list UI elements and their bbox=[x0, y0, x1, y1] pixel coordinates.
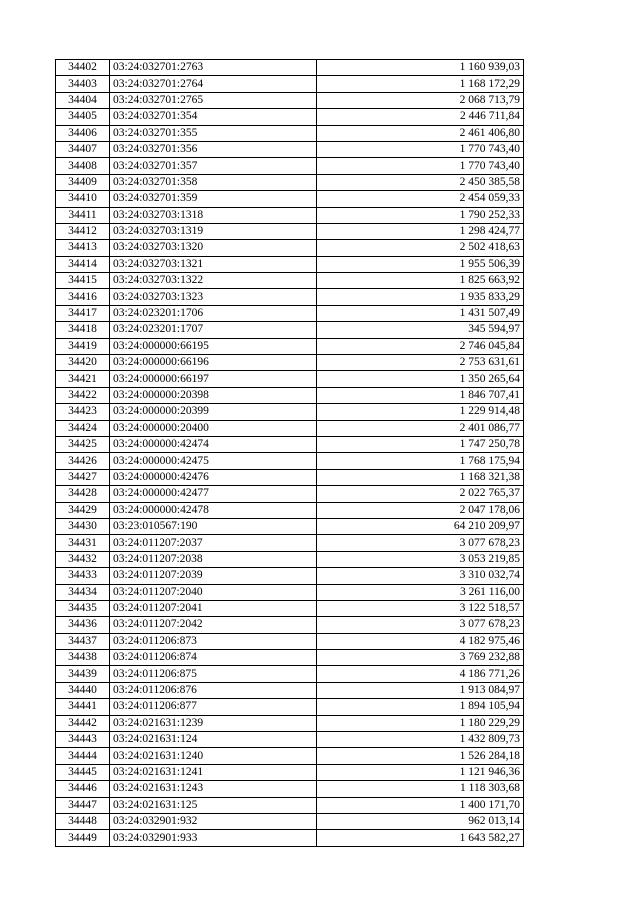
row-number-cell: 34431 bbox=[56, 535, 110, 551]
row-number-cell: 34423 bbox=[56, 404, 110, 420]
row-number-cell: 34402 bbox=[56, 60, 110, 76]
table-row bbox=[56, 76, 524, 92]
row-number-cell: 34442 bbox=[56, 715, 110, 731]
value-cell: 2 022 765,37 bbox=[317, 486, 524, 502]
value-cell: 1 768 175,94 bbox=[317, 453, 524, 469]
row-number-cell: 34413 bbox=[56, 240, 110, 256]
value-cell: 2 068 713,79 bbox=[317, 92, 524, 108]
row-number-cell: 34408 bbox=[56, 158, 110, 174]
row-number-cell: 34433 bbox=[56, 568, 110, 584]
cadastral-number-cell: 03:24:032901:932 bbox=[110, 813, 317, 829]
cadastral-number-cell: 03:24:011207:2038 bbox=[110, 551, 317, 567]
value-cell: 2 502 418,63 bbox=[317, 240, 524, 256]
row-number-cell: 34412 bbox=[56, 223, 110, 239]
value-cell: 2 450 385,58 bbox=[317, 174, 524, 190]
value-cell: 1 770 743,40 bbox=[317, 141, 524, 157]
value-cell: 3 122 518,57 bbox=[317, 600, 524, 616]
value-cell: 1 431 507,49 bbox=[317, 305, 524, 321]
row-number-cell: 34410 bbox=[56, 191, 110, 207]
table-row bbox=[56, 60, 524, 76]
value-cell: 1 160 939,03 bbox=[317, 60, 524, 76]
value-cell: 1 432 809,73 bbox=[317, 732, 524, 748]
table-row bbox=[56, 486, 524, 502]
row-number-cell: 34409 bbox=[56, 174, 110, 190]
table-row bbox=[56, 92, 524, 108]
table-row bbox=[56, 141, 524, 157]
value-cell: 3 310 032,74 bbox=[317, 568, 524, 584]
table-row bbox=[56, 469, 524, 485]
cadastral-number-cell: 03:24:032701:355 bbox=[110, 125, 317, 141]
value-cell: 1 643 582,27 bbox=[317, 830, 524, 846]
table-row bbox=[56, 797, 524, 813]
cadastral-number-cell: 03:24:023201:1706 bbox=[110, 305, 317, 321]
table-row bbox=[56, 273, 524, 289]
cadastral-number-cell: 03:24:032701:2764 bbox=[110, 76, 317, 92]
table-row bbox=[56, 289, 524, 305]
table-row bbox=[56, 191, 524, 207]
cadastral-number-cell: 03:24:011207:2039 bbox=[110, 568, 317, 584]
table-row bbox=[56, 436, 524, 452]
cadastral-number-cell: 03:24:000000:42474 bbox=[110, 436, 317, 452]
cadastral-number-cell: 03:24:032701:359 bbox=[110, 191, 317, 207]
value-cell: 64 210 209,97 bbox=[317, 518, 524, 534]
row-number-cell: 34444 bbox=[56, 748, 110, 764]
row-number-cell: 34435 bbox=[56, 600, 110, 616]
cadastral-number-cell: 03:24:000000:20398 bbox=[110, 387, 317, 403]
table-row bbox=[56, 256, 524, 272]
cadastral-number-cell: 03:24:032701:354 bbox=[110, 109, 317, 125]
value-cell: 3 077 678,23 bbox=[317, 535, 524, 551]
table-row bbox=[56, 420, 524, 436]
value-cell: 1 790 252,33 bbox=[317, 207, 524, 223]
value-cell: 962 013,14 bbox=[317, 813, 524, 829]
row-number-cell: 34418 bbox=[56, 322, 110, 338]
cadastral-number-cell: 03:23:010567:190 bbox=[110, 518, 317, 534]
row-number-cell: 34411 bbox=[56, 207, 110, 223]
cadastral-number-cell: 03:24:000000:42476 bbox=[110, 469, 317, 485]
row-number-cell: 34405 bbox=[56, 109, 110, 125]
table-row bbox=[56, 240, 524, 256]
table-row bbox=[56, 584, 524, 600]
value-cell: 3 261 116,00 bbox=[317, 584, 524, 600]
table-row bbox=[56, 813, 524, 829]
table-row bbox=[56, 109, 524, 125]
value-cell: 1 298 424,77 bbox=[317, 223, 524, 239]
cadastral-number-cell: 03:24:021631:1243 bbox=[110, 781, 317, 797]
cadastral-number-cell: 03:24:021631:1240 bbox=[110, 748, 317, 764]
cadastral-number-cell: 03:24:032901:933 bbox=[110, 830, 317, 846]
value-cell: 1 747 250,78 bbox=[317, 436, 524, 452]
value-cell: 1 846 707,41 bbox=[317, 387, 524, 403]
row-number-cell: 34447 bbox=[56, 797, 110, 813]
cadastral-number-cell: 03:24:011206:873 bbox=[110, 633, 317, 649]
row-number-cell: 34417 bbox=[56, 305, 110, 321]
cadastral-number-cell: 03:24:011207:2041 bbox=[110, 600, 317, 616]
row-number-cell: 34438 bbox=[56, 650, 110, 666]
row-number-cell: 34406 bbox=[56, 125, 110, 141]
value-cell: 4 182 975,46 bbox=[317, 633, 524, 649]
table-row bbox=[56, 633, 524, 649]
value-cell: 345 594,97 bbox=[317, 322, 524, 338]
value-cell: 3 769 232,88 bbox=[317, 650, 524, 666]
cadastral-number-cell: 03:24:000000:66196 bbox=[110, 355, 317, 371]
table-row bbox=[56, 355, 524, 371]
row-number-cell: 34429 bbox=[56, 502, 110, 518]
row-number-cell: 34440 bbox=[56, 682, 110, 698]
value-cell: 1 121 946,36 bbox=[317, 764, 524, 780]
cadastral-number-cell: 03:24:032703:1319 bbox=[110, 223, 317, 239]
cadastral-number-cell: 03:24:032703:1322 bbox=[110, 273, 317, 289]
value-cell: 2 047 178,06 bbox=[317, 502, 524, 518]
row-number-cell: 34432 bbox=[56, 551, 110, 567]
cadastral-number-cell: 03:24:032701:2763 bbox=[110, 60, 317, 76]
row-number-cell: 34436 bbox=[56, 617, 110, 633]
cadastral-number-cell: 03:24:032701:357 bbox=[110, 158, 317, 174]
table-row bbox=[56, 322, 524, 338]
row-number-cell: 34420 bbox=[56, 355, 110, 371]
table-body bbox=[56, 60, 524, 847]
value-cell: 2 446 711,84 bbox=[317, 109, 524, 125]
table-row bbox=[56, 764, 524, 780]
value-cell: 1 229 914,48 bbox=[317, 404, 524, 420]
cadastral-number-cell: 03:24:032703:1323 bbox=[110, 289, 317, 305]
table-row bbox=[56, 732, 524, 748]
table-row bbox=[56, 781, 524, 797]
cadastral-number-cell: 03:24:011206:875 bbox=[110, 666, 317, 682]
row-number-cell: 34427 bbox=[56, 469, 110, 485]
table-row bbox=[56, 830, 524, 846]
cadastral-number-cell: 03:24:000000:66197 bbox=[110, 371, 317, 387]
value-cell: 1 180 229,29 bbox=[317, 715, 524, 731]
cadastral-number-cell: 03:24:011207:2037 bbox=[110, 535, 317, 551]
table-row bbox=[56, 453, 524, 469]
cadastral-number-cell: 03:24:000000:42478 bbox=[110, 502, 317, 518]
cadastral-value-table bbox=[55, 59, 524, 847]
cadastral-number-cell: 03:24:021631:1241 bbox=[110, 764, 317, 780]
cadastral-number-cell: 03:24:021631:1239 bbox=[110, 715, 317, 731]
table-row bbox=[56, 666, 524, 682]
table-row bbox=[56, 551, 524, 567]
table-row bbox=[56, 158, 524, 174]
row-number-cell: 34414 bbox=[56, 256, 110, 272]
row-number-cell: 34404 bbox=[56, 92, 110, 108]
table-row bbox=[56, 305, 524, 321]
row-number-cell: 34448 bbox=[56, 813, 110, 829]
row-number-cell: 34421 bbox=[56, 371, 110, 387]
value-cell: 2 401 086,77 bbox=[317, 420, 524, 436]
cadastral-number-cell: 03:24:032703:1318 bbox=[110, 207, 317, 223]
table-row bbox=[56, 338, 524, 354]
value-cell: 1 400 171,70 bbox=[317, 797, 524, 813]
row-number-cell: 34424 bbox=[56, 420, 110, 436]
value-cell: 1 168 321,38 bbox=[317, 469, 524, 485]
value-cell: 3 053 219,85 bbox=[317, 551, 524, 567]
row-number-cell: 34407 bbox=[56, 141, 110, 157]
value-cell: 4 186 771,26 bbox=[317, 666, 524, 682]
table-row bbox=[56, 125, 524, 141]
row-number-cell: 34426 bbox=[56, 453, 110, 469]
cadastral-number-cell: 03:24:000000:42477 bbox=[110, 486, 317, 502]
row-number-cell: 34422 bbox=[56, 387, 110, 403]
row-number-cell: 34441 bbox=[56, 699, 110, 715]
cadastral-number-cell: 03:24:011206:877 bbox=[110, 699, 317, 715]
value-cell: 2 461 406,80 bbox=[317, 125, 524, 141]
value-cell: 2 746 045,84 bbox=[317, 338, 524, 354]
value-cell: 2 753 631,61 bbox=[317, 355, 524, 371]
row-number-cell: 34419 bbox=[56, 338, 110, 354]
value-cell: 1 168 172,29 bbox=[317, 76, 524, 92]
table-row bbox=[56, 371, 524, 387]
value-cell: 3 077 678,23 bbox=[317, 617, 524, 633]
cadastral-number-cell: 03:24:000000:20400 bbox=[110, 420, 317, 436]
cadastral-number-cell: 03:24:032701:2765 bbox=[110, 92, 317, 108]
value-cell: 1 935 833,29 bbox=[317, 289, 524, 305]
row-number-cell: 34437 bbox=[56, 633, 110, 649]
cadastral-number-cell: 03:24:021631:125 bbox=[110, 797, 317, 813]
cadastral-number-cell: 03:24:023201:1707 bbox=[110, 322, 317, 338]
value-cell: 1 118 303,68 bbox=[317, 781, 524, 797]
cadastral-number-cell: 03:24:000000:20399 bbox=[110, 404, 317, 420]
table-row bbox=[56, 699, 524, 715]
cadastral-number-cell: 03:24:011206:876 bbox=[110, 682, 317, 698]
cadastral-number-cell: 03:24:011207:2040 bbox=[110, 584, 317, 600]
table-row bbox=[56, 715, 524, 731]
cadastral-number-cell: 03:24:032703:1320 bbox=[110, 240, 317, 256]
cadastral-number-cell: 03:24:011207:2042 bbox=[110, 617, 317, 633]
row-number-cell: 34445 bbox=[56, 764, 110, 780]
value-cell: 1 350 265,64 bbox=[317, 371, 524, 387]
value-cell: 1 770 743,40 bbox=[317, 158, 524, 174]
value-cell: 1 955 506,39 bbox=[317, 256, 524, 272]
table-row bbox=[56, 404, 524, 420]
table-row bbox=[56, 207, 524, 223]
table-row bbox=[56, 387, 524, 403]
table-row bbox=[56, 535, 524, 551]
table-row bbox=[56, 650, 524, 666]
table-row bbox=[56, 600, 524, 616]
row-number-cell: 34416 bbox=[56, 289, 110, 305]
row-number-cell: 34403 bbox=[56, 76, 110, 92]
row-number-cell: 34425 bbox=[56, 436, 110, 452]
table-row bbox=[56, 682, 524, 698]
row-number-cell: 34428 bbox=[56, 486, 110, 502]
cadastral-number-cell: 03:24:032701:356 bbox=[110, 141, 317, 157]
cadastral-number-cell: 03:24:032701:358 bbox=[110, 174, 317, 190]
row-number-cell: 34446 bbox=[56, 781, 110, 797]
row-number-cell: 34430 bbox=[56, 518, 110, 534]
value-cell: 1 526 284,18 bbox=[317, 748, 524, 764]
row-number-cell: 34434 bbox=[56, 584, 110, 600]
table-row bbox=[56, 223, 524, 239]
value-cell: 1 913 084,97 bbox=[317, 682, 524, 698]
value-cell: 1 825 663,92 bbox=[317, 273, 524, 289]
table-row bbox=[56, 174, 524, 190]
table-row bbox=[56, 748, 524, 764]
table-row bbox=[56, 502, 524, 518]
row-number-cell: 34449 bbox=[56, 830, 110, 846]
cadastral-number-cell: 03:24:000000:66195 bbox=[110, 338, 317, 354]
row-number-cell: 34439 bbox=[56, 666, 110, 682]
cadastral-number-cell: 03:24:032703:1321 bbox=[110, 256, 317, 272]
cadastral-number-cell: 03:24:000000:42475 bbox=[110, 453, 317, 469]
table-row bbox=[56, 617, 524, 633]
table-row bbox=[56, 518, 524, 534]
value-cell: 1 894 105,94 bbox=[317, 699, 524, 715]
row-number-cell: 34415 bbox=[56, 273, 110, 289]
value-cell: 2 454 059,33 bbox=[317, 191, 524, 207]
row-number-cell: 34443 bbox=[56, 732, 110, 748]
cadastral-number-cell: 03:24:011206:874 bbox=[110, 650, 317, 666]
cadastral-number-cell: 03:24:021631:124 bbox=[110, 732, 317, 748]
table-row bbox=[56, 568, 524, 584]
